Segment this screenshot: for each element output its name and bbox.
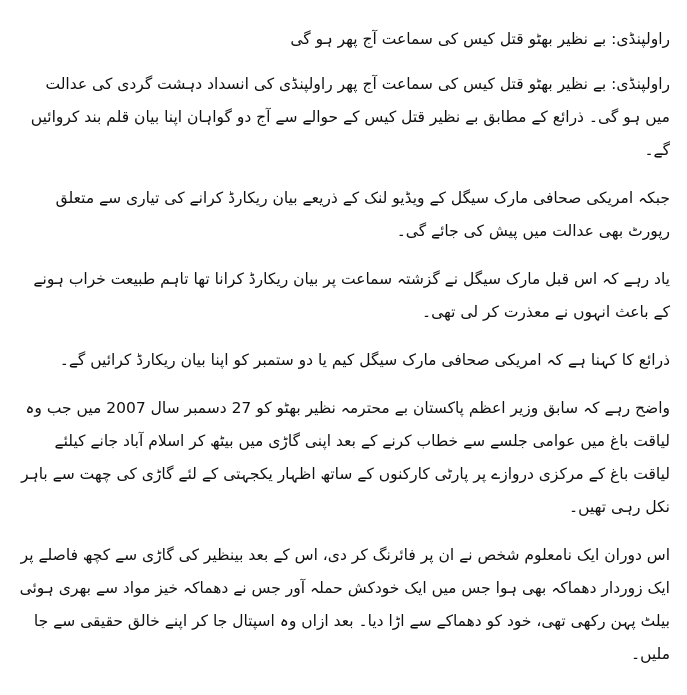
article-paragraph-4: ذرائع کا کہنا ہے کہ امریکی صحافی مارک سیگل کیم یا دو ستمبر کو اپنا بیان ریکارڈ کرائیں گے۔ (59, 351, 670, 369)
article (18, 22, 670, 686)
article-headline: راولپنڈی: بے نظیر بھٹو قتل کیس کی سماعت آج پھر ہو گی (290, 30, 670, 48)
article-paragraph-5: واضح رہے کہ سابق وزیر اعظم پاکستان بے محترمہ نظیر بھٹو کو 27 دسمبر سال 2007 میں جب وہ لیاقت باغ میں عوامی جلسے سے خطاب کرنے کے بعد اپنی گاڑی میں بیٹھ کر اسلام آباد جانے کیلئے لیاقت باغ کے مرکزی دروازے پر پارٹی کارکنوں کے ساتھ اظہار یکجہتی کے لئے گاڑی کی چھت سے باہر نکل رہی تھیں۔ (21, 399, 670, 516)
article-paragraph-1: راولپنڈی: بے نظیر بھٹو قتل کیس کی سماعت آج پھر راولپنڈی کی انسداد دہشت گردی کی عدالت میں ہو گی۔ ذرائع کے مطابق بے نظیر قتل کیس کے حوالے سے آج دو گواہان اپنا بیان قلم بند کروائیں گے۔ (30, 75, 670, 159)
article-paragraph-6: اس دوران ایک نامعلوم شخص نے ان پر فائرنگ کر دی، اس کے بعد بینظیر کی گاڑی سے کچھ فاصلے پر ایک زوردار دھماکہ بھی ہوا جس میں ایک خودکش حملہ آور جس نے دھماکہ خیز مواد سے بھری ہوئی بیلٹ پہن رکھی تھی، خود کو دھماکے سے اڑا دیا۔ بعد ازاں وہ اسپتال جا کر اپنے خالق حقیقی سے جا ملیں۔ (19, 546, 670, 663)
article-paragraph-3: یاد رہے کہ اس قبل مارک سیگل نے گزشتہ سماعت پر بیان ریکارڈ کرانا تھا تاہم طبیعت خراب ہونے کے باعث انہوں نے معذرت کر لی تھی۔ (33, 270, 670, 321)
article-paragraph-2: جبکہ امریکی صحافی مارک سیگل کے ویڈیو لنک کے ذریعے بیان ریکارڈ کرانے کی تیاری سے متعلق رپورٹ بھی عدالت میں پیش کی جائے گی۔ (55, 189, 670, 240)
